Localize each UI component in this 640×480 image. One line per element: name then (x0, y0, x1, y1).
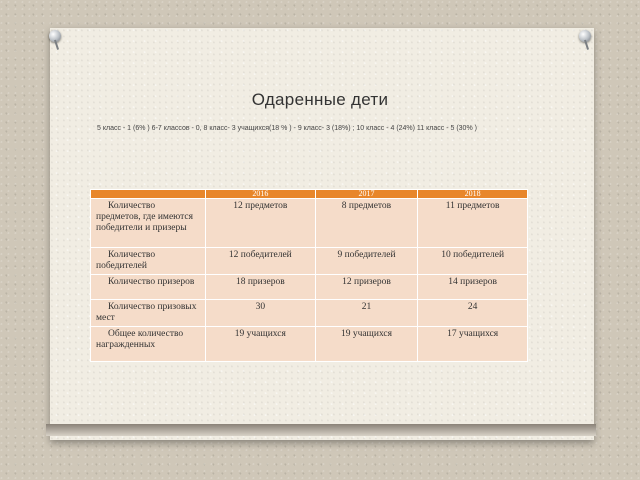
header-empty-cell (91, 190, 206, 199)
table-row (91, 327, 528, 362)
pushpin-icon-right (576, 30, 594, 52)
row-label: Количество предметов, где имеются победители и призеры (91, 199, 206, 248)
row-label: Количество призеров (91, 275, 206, 300)
header-year: 2016 (206, 190, 316, 199)
cell-value: 10 победителей (418, 248, 528, 275)
table-header-row (91, 190, 528, 199)
cell-value: 12 победителей (206, 248, 316, 275)
bottom-shelf (46, 424, 596, 436)
header-year: 2017 (315, 190, 418, 199)
row-label: Общее количество награжденных (91, 327, 206, 362)
cell-value: 19 учащихся (315, 327, 418, 362)
cell-value: 12 призеров (315, 275, 418, 300)
table-row (91, 275, 528, 300)
page-subtitle: 5 класс - 1 (6% ) 6-7 классов - 0, 8 класс- 3 учащихся(18 % ) - 9 класс- 3 (18%) ; 10 класс - 4 (24%) 11 класс - 5 (30% ) (97, 125, 477, 132)
cell-value: 12 предметов (206, 199, 316, 248)
cell-value: 17 учащихся (418, 327, 528, 362)
cell-value: 24 (418, 300, 528, 327)
table-row (91, 300, 528, 327)
row-label: Количество призовых мест (91, 300, 206, 327)
table-row (91, 199, 528, 248)
page-title: Одаренные дети (251, 90, 389, 109)
cell-value: 30 (206, 300, 316, 327)
header-year: 2018 (418, 190, 528, 199)
table-row (91, 248, 528, 275)
results-table (90, 189, 528, 362)
row-label: Количество победителей (91, 248, 206, 275)
cell-value: 11 предметов (418, 199, 528, 248)
cell-value: 9 победителей (315, 248, 418, 275)
cell-value: 18 призеров (206, 275, 316, 300)
cell-value: 8 предметов (315, 199, 418, 248)
cell-value: 19 учащихся (206, 327, 316, 362)
cell-value: 14 призеров (418, 275, 528, 300)
pushpin-icon-left (46, 30, 64, 52)
cell-value: 21 (315, 300, 418, 327)
